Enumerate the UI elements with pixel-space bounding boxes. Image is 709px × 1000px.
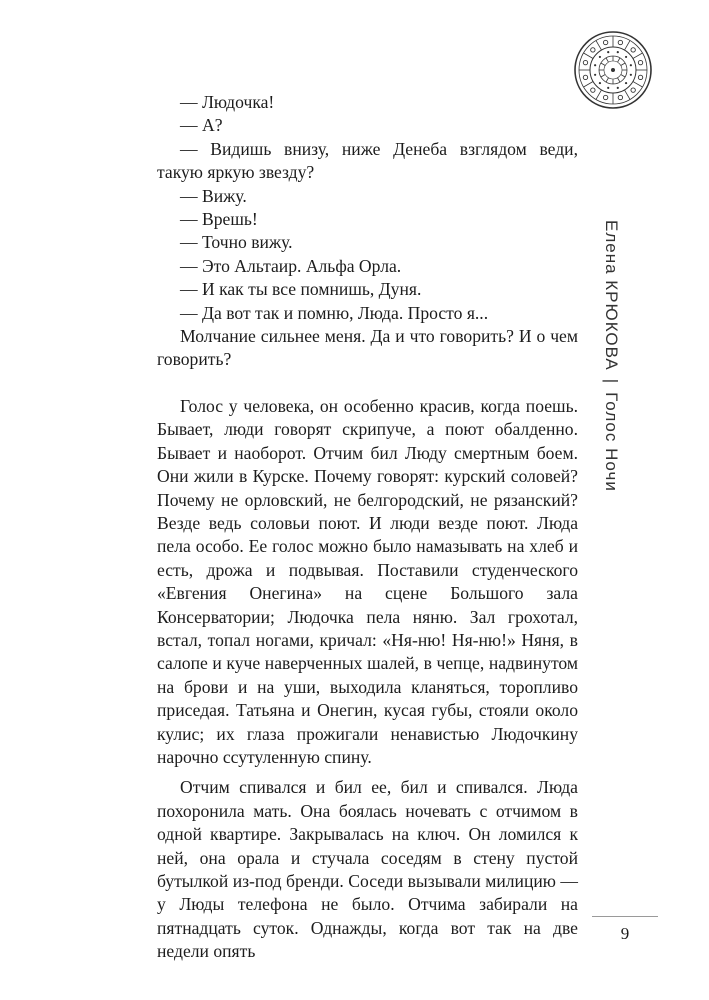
narration-line: Молчание сильнее меня. Да и что говорить? И о чем говорить? [157,326,578,370]
dialogue-line: — И как ты все помнишь, Дуня. [180,279,422,300]
dialogue-line: — Врешь! [180,209,258,230]
author-name: Елена КРЮКОВА [602,220,621,371]
paragraph: Голос у человека, он особенно красив, когда поешь. Бывает, люди говорят скрипуче, а поют обалденно. Бывает и наоборот. Отчим бил Люду смертным боем. Они жили в Курске. Почему говорят: курский соловей? Почему не орловский, не белгородский, не рязанский? Везде ведь соловьи поют. И люди везде поют. Люда пела особо. Ее голос можно было намазывать на хлеб и есть, дрожа и подвывая. Поставили студенческого «Евгения Онегина» на сцене Большого зала Консерватории; Людочка пела няню. Зал грохотал, встал, топал ногами, кричал: «Ня-ню! Ня-ню!» Няня, в салопе и куче наверченных шалей, в чепце, надвинутом на брови и на уши, выходила кланяться, торопливо приседая. Татьяна и Онегин, кусая губы, стояли около кулис; их глаза прожигали ненавистью Людочкину нарочно ссутуленную спину. [157,395,578,767]
dialogue-line: — Вижу. [180,185,247,206]
paragraph: Отчим спивался и бил ее, бил и спивался. Люда похоронила мать. Она боялась ночевать с отчимом в одной квартире. Закрывалась на ключ. Он ломился к ней, она орала и стучала соседям в стену пустой бутылкой из-под бренди. Соседи вызывали милицию — у Люды телефона не было. Отчима забирали на пятнадцать суток. Однажды, когда вот так на две недели опять [157,777,578,962]
dialogue-line: — Видишь внизу, ниже Денеба взглядом веди, такую яркую звезду? [157,138,578,183]
dialogue-line: — Людочка! [180,92,275,112]
dialogue-line: — Да вот так и помню, Люда. Просто я... [180,302,489,323]
body-text [157,91,578,964]
dialogue-line: — А? [180,115,223,136]
zodiac-wheel-icon [573,30,653,110]
running-head [596,220,626,640]
dialogue-line: — Это Альтаир. Альфа Орла. [180,255,402,276]
book-title: Голос Ночи [602,392,621,492]
page-number-rule [592,916,658,917]
page-number: 9 [620,924,630,943]
dialogue-line: — Точно вижу. [180,232,293,253]
running-head-separator: | [602,378,621,385]
